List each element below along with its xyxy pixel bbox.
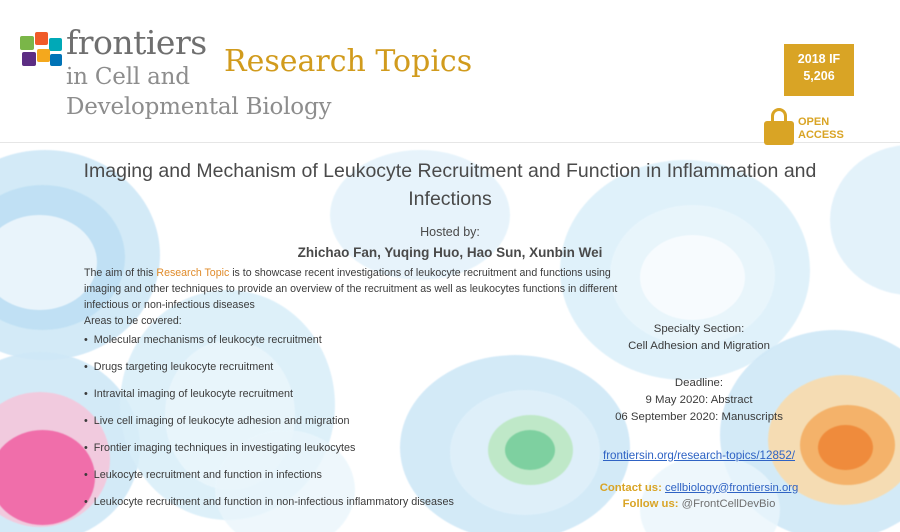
lock-icon [764, 108, 796, 148]
list-item: • Molecular mechanisms of leukocyte recruitment [84, 333, 564, 348]
research-topics-heading: Research Topics [224, 44, 473, 79]
open-access-badge [752, 108, 862, 152]
poster-header [0, 0, 900, 143]
brand-journal-line1: in Cell and [66, 63, 190, 90]
areas-label: Areas to be covered: [84, 315, 182, 327]
specialty-section-label: Specialty Section: [653, 323, 745, 335]
page-title: Imaging and Mechanism of Leukocyte Recruitment and Function in Inflammation and Infections [83, 160, 817, 211]
open-access-text [798, 116, 844, 142]
list-item: • Leukocyte recruitment and function in non-infectious inflammatory diseases [84, 495, 564, 510]
areas-list [84, 333, 564, 522]
impact-factor-value: 5,206 [803, 68, 835, 83]
aim-rest: is to showcase recent investigations of leukocyte recruitment and functions using imaging and other techniques to provide an overview of the recruitment as well as leukocytes functions in different infectious or non-infectious diseases [84, 267, 618, 312]
hosted-by-label: Hosted by: [420, 225, 480, 239]
follow-label: Follow us: [622, 497, 679, 510]
contact-email-link[interactable]: cellbiology@frontiersin.org [664, 481, 799, 494]
list-item: • Drugs targeting leukocyte recruitment [84, 360, 564, 375]
specialty-section-value: Cell Adhesion and Migration [628, 340, 770, 353]
list-item: • Live cell imaging of leukocyte adhesion and migration [84, 414, 564, 429]
deadline-label: Deadline: [674, 377, 724, 390]
twitter-handle[interactable]: @FrontCellDevBio [681, 497, 776, 510]
list-item: • Leukocyte recruitment and function in infections [84, 468, 564, 483]
host-editors: Zhichao Fan, Yuqing Huo, Hao Sun, Xunbin Wei [297, 245, 603, 260]
impact-factor-year: 2018 IF [797, 52, 841, 66]
follow-row [534, 498, 864, 510]
frontiers-logo-icon [20, 32, 62, 74]
open-access-line2: ACCESS [798, 129, 844, 142]
aim-paragraph [84, 265, 629, 313]
brand-name: frontiers [66, 23, 207, 62]
deadline-manuscripts: 06 September 2020: Manuscripts [615, 411, 783, 424]
sidebar-info [534, 321, 864, 510]
impact-factor-badge [784, 44, 854, 96]
deadline-abstract: 9 May 2020: Abstract [645, 394, 753, 407]
aim-prefix: The aim of this [84, 267, 157, 279]
open-access-line1: OPEN [798, 116, 830, 128]
contact-label: Contact us: [599, 481, 662, 494]
contact-row [534, 482, 864, 494]
brand-journal-line2: Developmental Biology [66, 94, 332, 121]
poster-content [0, 143, 900, 532]
topic-url-link[interactable]: frontiersin.org/research-topics/12852/ [602, 448, 796, 462]
research-topic-link[interactable]: Research Topic [156, 267, 230, 279]
list-item: • Frontier imaging techniques in investigating leukocytes [84, 441, 564, 456]
list-item: • Intravital imaging of leukocyte recruitment [84, 387, 564, 402]
